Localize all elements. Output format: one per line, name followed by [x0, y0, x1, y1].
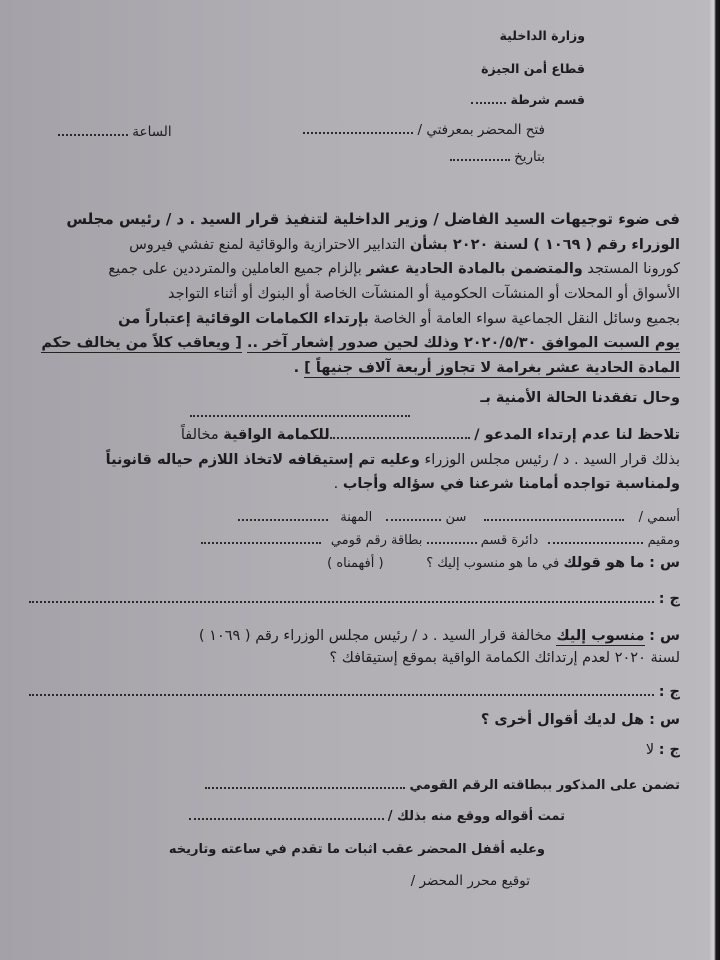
- question-prefix: س :: [649, 712, 680, 728]
- district-field[interactable]: [427, 530, 477, 544]
- answer-3: [20, 740, 680, 760]
- age-field[interactable]: [386, 507, 441, 521]
- preamble-line-1: فى ضوء توجيهات السيد الفاضل / وزير الداخلية لتنفيذ قرار السيد . د / رئيس مجلس: [66, 210, 680, 228]
- security-field[interactable]: [190, 403, 410, 417]
- preamble-penalty: المادة الحادية عشر بغرامة لا تجاوز أربعة آلاف جنيهاً ]: [304, 360, 680, 376]
- preamble-corona: كورونا المستجد: [582, 261, 680, 277]
- preamble-line-4: الأسواق أو المحلات أو المنشآت الحكومية أو المنشآت الخاصة أو البنوك أو أثناء التواجد: [168, 286, 680, 302]
- residence-label: ومقيم: [647, 533, 680, 548]
- opened-by-row: [303, 120, 545, 138]
- observation-end: .: [333, 476, 343, 492]
- job-field[interactable]: [238, 507, 328, 521]
- preamble-line-6: [20, 333, 680, 353]
- observation-no-mask: تلاحظ لنا عدم إرتداء المدعو /: [474, 427, 680, 443]
- national-id-field[interactable]: [201, 530, 321, 544]
- identity-row-2: [20, 530, 680, 551]
- national-id-label: بطاقة رقم قومي: [330, 533, 423, 548]
- preamble-measures: التدابير الاحترازية والوقائية لمنع تفشي فيروس: [129, 237, 410, 253]
- preamble-obligation: بإلزام جميع العاملين والمترددين على جميع: [108, 261, 367, 277]
- date-field[interactable]: [450, 147, 510, 161]
- police-station-text: قسم شرطة: [510, 92, 585, 107]
- hour-label: الساعة: [132, 124, 172, 140]
- hour-row: [58, 122, 172, 140]
- name-field[interactable]: [484, 507, 624, 521]
- name-label: أسمي /: [638, 510, 680, 525]
- signed-field[interactable]: [189, 806, 384, 820]
- preamble-mask-requirement: بإرتداء الكمامات الوقائية إعتباراً من: [118, 311, 369, 327]
- date-row: [450, 147, 545, 165]
- preamble-line-7: [20, 358, 680, 378]
- preamble-decree-ref: الوزراء رقم ( ١٠٦٩ ) لسنة ٢٠٢٠ بشأن: [409, 237, 680, 253]
- hour-field[interactable]: [58, 122, 128, 136]
- observation-line-3: [20, 474, 680, 494]
- opened-by-label: فتح المحضر بمعرفتي /: [417, 122, 545, 138]
- answer-prefix: ج :: [658, 591, 680, 607]
- question-3: [20, 710, 680, 730]
- question-2: [20, 626, 680, 646]
- question-prefix: س :: [649, 555, 680, 571]
- question-2-text: مخالفة قرار السيد . د / رئيس مجلس الوزراء رقم ( ١٠٦٩ ): [198, 628, 557, 644]
- preamble-line-5: [20, 309, 680, 329]
- preamble-article: والمتضمن بالمادة الحادية عشر: [366, 261, 583, 277]
- suspect-name-field[interactable]: [330, 425, 470, 439]
- opened-by-field[interactable]: [303, 120, 413, 134]
- residence-field[interactable]: [548, 530, 643, 544]
- security-blank[interactable]: [190, 402, 410, 421]
- observation-line-1: [20, 425, 680, 445]
- observation-questioning: ولمناسبة تواجده أمامنا شرعنا في سؤاله وأجاب: [342, 476, 680, 492]
- answer-2-field[interactable]: [29, 682, 654, 696]
- signature-label: توقيع محرر المحضر /: [410, 873, 530, 889]
- district-label: دائرة قسم: [480, 533, 539, 548]
- closing-signed-row: [189, 806, 565, 824]
- answer-prefix: ج :: [658, 684, 680, 700]
- age-label: سن: [445, 510, 467, 525]
- observation-line-2: [20, 450, 680, 470]
- preamble-line-2: [20, 235, 680, 255]
- answer-3-text: لا: [645, 742, 655, 758]
- id-confirm-label: تضمن على المذكور ببطاقته الرقم القومي: [409, 778, 680, 793]
- answer-1: [20, 589, 680, 609]
- signed-label: تمت أقواله ووقع منه بذلك /: [387, 809, 565, 824]
- observation-decree: بذلك قرار السيد . د / رئيس مجلس الوزراء: [419, 452, 680, 468]
- question-2-bold: منسوب إليك: [556, 628, 645, 644]
- job-label: المهنة: [340, 510, 373, 525]
- closed-statement: وعليه أقفل المحضر عقب اثبات ما تقدم في ساعته وتاريخه: [168, 842, 545, 857]
- question-1-text: في ما هو منسوب إليك ؟: [426, 556, 564, 571]
- answer-1-field[interactable]: [29, 589, 654, 603]
- police-station-label: [471, 90, 585, 107]
- preamble-end-mark: .: [293, 360, 305, 376]
- id-confirm-field[interactable]: [205, 775, 405, 789]
- security-label: وحال تفقدنا الحالة الأمنية بـ: [480, 390, 680, 406]
- identity-row-1: [20, 507, 680, 528]
- question-1: [20, 553, 680, 574]
- answer-prefix: ج :: [658, 742, 680, 758]
- preamble-transport: بجميع وسائل النقل الجماعية سواء العامة أو الخاصة: [368, 311, 680, 327]
- closing-id-row: [20, 775, 680, 796]
- observation-mask: للكمامة الواقية: [223, 427, 330, 443]
- question-prefix: س :: [649, 628, 680, 644]
- preamble-line-3: [20, 259, 680, 279]
- page-edge: [710, 0, 720, 960]
- question-1-note: ( أفهمناه ): [327, 556, 384, 571]
- preamble-penalty-start: [ ويعاقب كلاً من يخالف حكم: [41, 335, 242, 351]
- answer-2: [20, 682, 680, 702]
- police-station-blank[interactable]: [471, 90, 506, 104]
- ministry-name: وزارة الداخلية: [499, 28, 585, 43]
- preamble-effective-date: يوم السبت الموافق ٢٠٢٠/٥/٣٠ وذلك لحين صدور إشعار آخر ..: [246, 335, 680, 351]
- question-2-line-2: لسنة ٢٠٢٠ لعدم إرتدائك الكمامة الواقية بموقع إستيقافك ؟: [329, 650, 680, 666]
- date-label: بتاريخ: [514, 149, 545, 165]
- question-1-bold: ما هو قولك: [563, 555, 645, 571]
- observation-stopped: وعليه تم إستيقافه لاتخاذ اللازم حياله قانونياً: [105, 452, 420, 468]
- observation-violating: مخالفاً: [180, 427, 224, 443]
- question-3-text: هل لديك أقوال أخرى ؟: [480, 712, 645, 728]
- sector-name: قطاع أمن الجيزة: [481, 61, 585, 76]
